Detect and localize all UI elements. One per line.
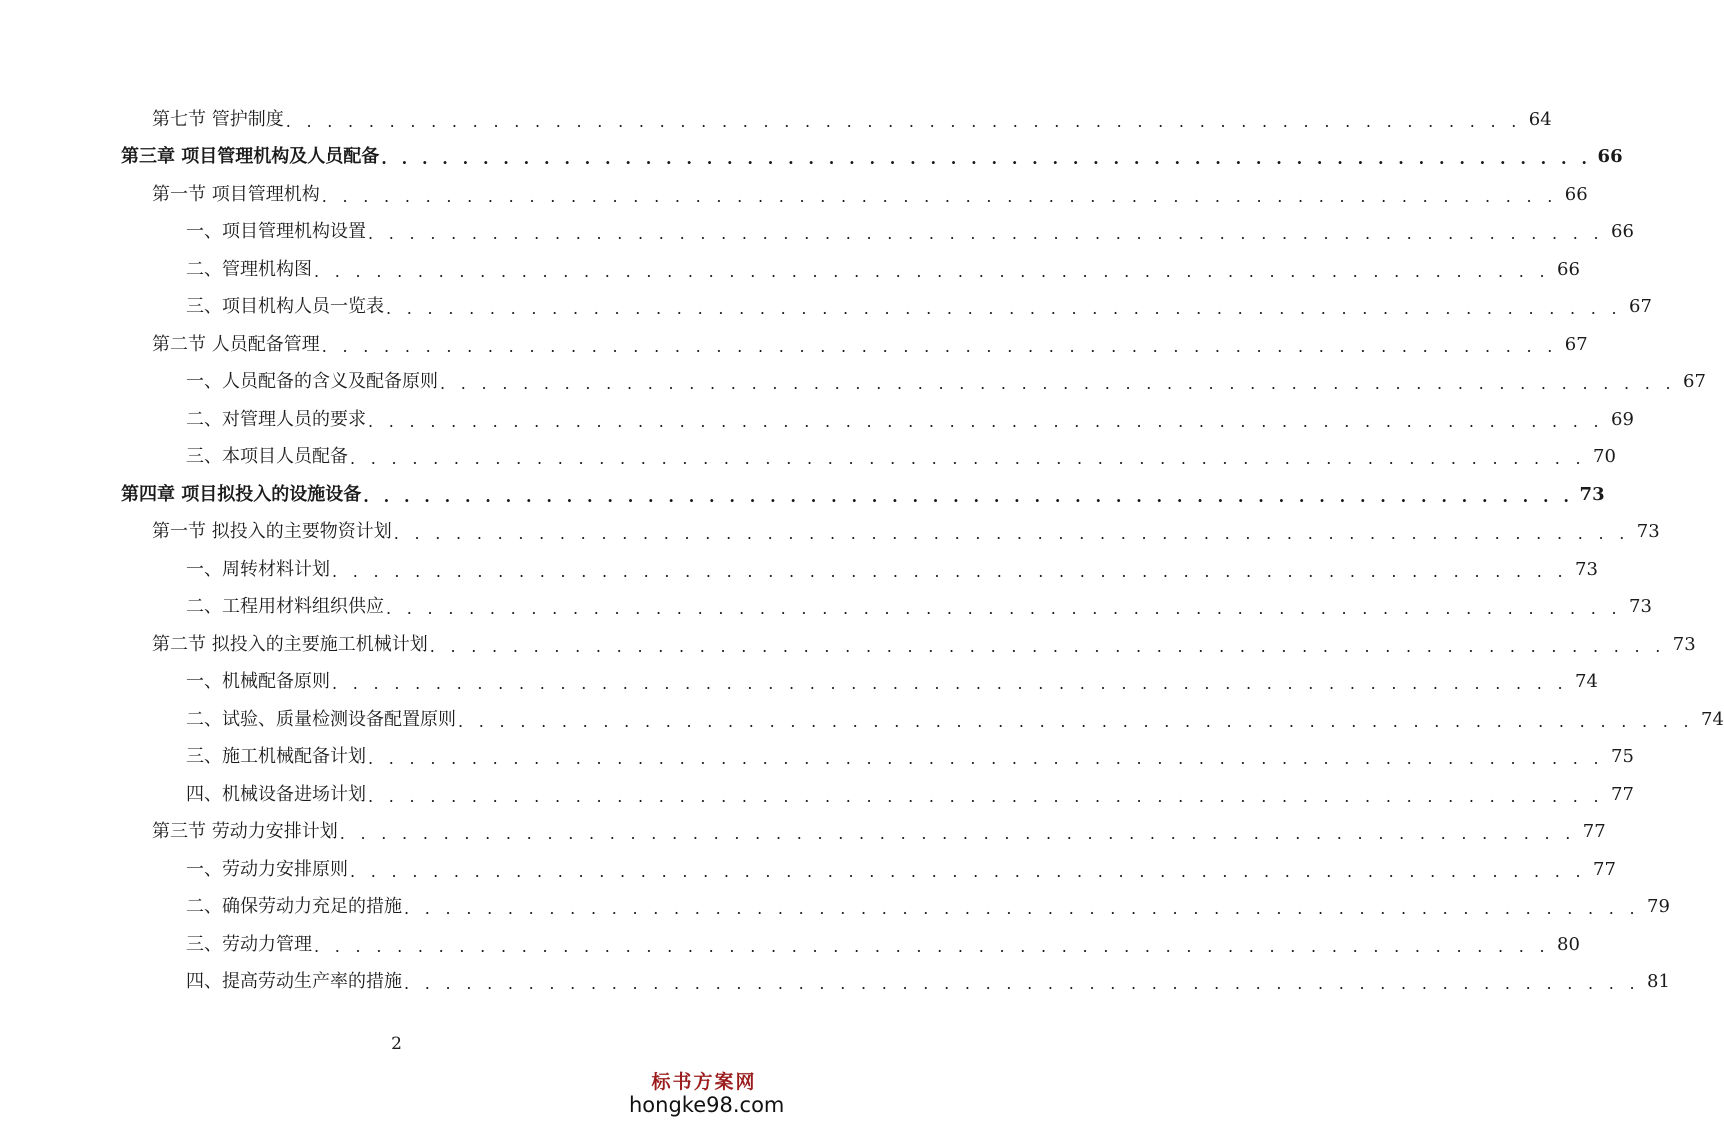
toc-entry-title: 二、管理机构图	[186, 258, 312, 280]
toc-entry-section[interactable]	[0, 626, 1696, 664]
toc-entry-item[interactable]	[0, 701, 1724, 739]
toc-entry-title: 三、劳动力管理	[186, 933, 312, 955]
toc-entry-section[interactable]	[0, 514, 1660, 552]
toc-entry-page-number: 73	[1629, 596, 1652, 618]
toc-entry-item[interactable]	[0, 401, 1634, 439]
toc-entry-title: 二、确保劳动力充足的措施	[186, 896, 402, 918]
toc-entry-page-number: 75	[1611, 746, 1634, 768]
dot-leader: . . . . . . . . . . . . . . . . . . . . . . . . . . . . . . . . . . . . . . . . . . . . . . . . . . . . . . . . . . . .	[339, 824, 1576, 844]
toc-entry-page-number: 80	[1557, 933, 1580, 955]
toc-entry-item[interactable]	[0, 589, 1652, 627]
dot-leader: . . . . . . . . . . . . . . . . . . . . . . . . . . . . . . . . . . . . . . . . . . . . . . . . . . . . . . . . . . . .	[363, 486, 1574, 506]
toc-entry-page-number: 73	[1672, 633, 1696, 655]
toc-entry-item[interactable]	[0, 214, 1634, 252]
toc-entry-title: 第二节 人员配备管理	[152, 333, 320, 355]
toc-entry-item[interactable]	[0, 251, 1580, 289]
watermark-logo	[629, 1067, 785, 1117]
toc-entry-title: 一、周转材料计划	[186, 558, 330, 580]
toc-entry-title: 一、劳动力安排原则	[186, 858, 348, 880]
watermark-site-url: hongke98.com	[629, 1093, 785, 1117]
toc-entry-item[interactable]	[0, 889, 1670, 927]
toc-entry-item[interactable]	[0, 289, 1652, 327]
toc-entry-item[interactable]	[0, 776, 1634, 814]
toc-entry-title: 二、试验、质量检测设备配置原则	[186, 708, 456, 730]
page-number: 2	[391, 1034, 402, 1054]
dot-leader: . . . . . . . . . . . . . . . . . . . . . . . . . . . . . . . . . . . . . . . . . . . . . . . . . . . . . . . . . . . .	[285, 111, 1522, 131]
toc-entry-page-number: 64	[1528, 108, 1552, 130]
toc-entry-section[interactable]	[0, 326, 1588, 364]
dot-leader: . . . . . . . . . . . . . . . . . . . . . . . . . . . . . . . . . . . . . . . . . . . . . . . . . . . . . . . . . . . .	[381, 149, 1592, 169]
toc-entry-page-number: 70	[1593, 446, 1616, 468]
toc-entry-title: 四、机械设备进场计划	[186, 783, 366, 805]
toc-entry-title: 第一节 项目管理机构	[152, 183, 320, 205]
dot-leader: . . . . . . . . . . . . . . . . . . . . . . . . . . . . . . . . . . . . . . . . . . . . . . . . . . . . . . . . . . . .	[368, 224, 1604, 244]
toc-entry-title: 第二节 拟投入的主要施工机械计划	[152, 633, 428, 655]
toc-entry-page-number: 73	[1636, 521, 1660, 543]
toc-entry-page-number: 81	[1647, 971, 1670, 993]
toc-entry-title: 四、提高劳动生产率的措施	[186, 971, 402, 993]
toc-entry-page-number: 69	[1611, 408, 1634, 430]
toc-entry-chapter[interactable]	[0, 139, 1623, 177]
toc-entry-page-number: 67	[1629, 296, 1652, 318]
dot-leader: . . . . . . . . . . . . . . . . . . . . . . . . . . . . . . . . . . . . . . . . . . . . . . . . . . . . . . . . . . . .	[404, 974, 1640, 994]
toc-entry-item[interactable]	[0, 739, 1634, 777]
dot-leader: . . . . . . . . . . . . . . . . . . . . . . . . . . . . . . . . . . . . . . . . . . . . . . . . . . . . . . . . . . . .	[350, 861, 1586, 881]
dot-leader: . . . . . . . . . . . . . . . . . . . . . . . . . . . . . . . . . . . . . . . . . . . . . . . . . . . . . . . . . . . .	[386, 599, 1622, 619]
toc-entry-title: 三、施工机械配备计划	[186, 746, 366, 768]
toc-entry-page-number: 73	[1579, 483, 1605, 505]
toc-entry-page-number: 73	[1575, 558, 1598, 580]
toc-entry-page-number: 67	[1564, 333, 1588, 355]
toc-entry-title: 第三章 项目管理机构及人员配备	[121, 146, 380, 168]
toc-entry-page-number: 74	[1701, 708, 1724, 730]
toc-entry-page-number: 66	[1597, 146, 1623, 168]
dot-leader: . . . . . . . . . . . . . . . . . . . . . . . . . . . . . . . . . . . . . . . . . . . . . . . . . . . . . . . . . . . .	[404, 899, 1640, 919]
dot-leader: . . . . . . . . . . . . . . . . . . . . . . . . . . . . . . . . . . . . . . . . . . . . . . . . . . . . . . . . . . . .	[440, 374, 1676, 394]
dot-leader: . . . . . . . . . . . . . . . . . . . . . . . . . . . . . . . . . . . . . . . . . . . . . . . . . . . . . . . . . . . .	[393, 524, 1630, 544]
toc-entry-page-number: 66	[1611, 221, 1634, 243]
toc-entry-page-number: 74	[1575, 671, 1598, 693]
toc-entry-title: 二、对管理人员的要求	[186, 408, 366, 430]
toc-entry-title: 三、本项目人员配备	[186, 446, 348, 468]
dot-leader: . . . . . . . . . . . . . . . . . . . . . . . . . . . . . . . . . . . . . . . . . . . . . . . . . . . . . . . . . . . .	[350, 449, 1586, 469]
dot-leader: . . . . . . . . . . . . . . . . . . . . . . . . . . . . . . . . . . . . . . . . . . . . . . . . . . . . . . . . . . . .	[321, 186, 1558, 206]
toc-entry-page-number: 77	[1611, 783, 1634, 805]
toc-entry-item[interactable]	[0, 439, 1616, 477]
toc-entry-page-number: 79	[1647, 896, 1670, 918]
toc-entry-page-number: 77	[1582, 821, 1606, 843]
toc-entry-item[interactable]	[0, 851, 1616, 889]
toc-entry-title: 第三节 劳动力安排计划	[152, 821, 338, 843]
toc-entry-title: 一、人员配备的含义及配备原则	[186, 371, 438, 393]
toc-entry-title: 一、机械配备原则	[186, 671, 330, 693]
dot-leader: . . . . . . . . . . . . . . . . . . . . . . . . . . . . . . . . . . . . . . . . . . . . . . . . . . . . . . . . . . . .	[368, 749, 1604, 769]
dot-leader: . . . . . . . . . . . . . . . . . . . . . . . . . . . . . . . . . . . . . . . . . . . . . . . . . . . . . . . . . . . .	[386, 299, 1622, 319]
dot-leader: . . . . . . . . . . . . . . . . . . . . . . . . . . . . . . . . . . . . . . . . . . . . . . . . . . . . . . . . . . . .	[314, 261, 1550, 281]
watermark-site-name: 标书方案网	[651, 1071, 757, 1093]
toc-entry-section[interactable]	[0, 176, 1588, 214]
toc-entry-chapter[interactable]	[0, 476, 1605, 514]
dot-leader: . . . . . . . . . . . . . . . . . . . . . . . . . . . . . . . . . . . . . . . . . . . . . . . . . . . . . . . . . . . .	[332, 674, 1568, 694]
toc-entry-title: 三、项目机构人员一览表	[186, 296, 384, 318]
dot-leader: . . . . . . . . . . . . . . . . . . . . . . . . . . . . . . . . . . . . . . . . . . . . . . . . . . . . . . . . . . . .	[429, 636, 1666, 656]
toc-entry-page-number: 77	[1593, 858, 1616, 880]
dot-leader: . . . . . . . . . . . . . . . . . . . . . . . . . . . . . . . . . . . . . . . . . . . . . . . . . . . . . . . . . . . .	[368, 411, 1604, 431]
toc-entry-section[interactable]	[0, 101, 1552, 139]
toc-entry-title: 二、工程用材料组织供应	[186, 596, 384, 618]
dot-leader: . . . . . . . . . . . . . . . . . . . . . . . . . . . . . . . . . . . . . . . . . . . . . . . . . . . . . . . . . . . .	[368, 786, 1604, 806]
toc-entry-title: 第四章 项目拟投入的设施设备	[121, 483, 362, 505]
toc-entry-page-number: 66	[1557, 258, 1580, 280]
toc-entry-item[interactable]	[0, 664, 1598, 702]
toc-entry-item[interactable]	[0, 926, 1580, 964]
toc-entry-item[interactable]	[0, 364, 1706, 402]
toc-entry-item[interactable]	[0, 964, 1670, 1002]
toc-entry-title: 第一节 拟投入的主要物资计划	[152, 521, 392, 543]
table-of-contents	[0, 101, 1724, 1001]
dot-leader: . . . . . . . . . . . . . . . . . . . . . . . . . . . . . . . . . . . . . . . . . . . . . . . . . . . . . . . . . . . .	[458, 711, 1694, 731]
toc-entry-title: 一、项目管理机构设置	[186, 221, 366, 243]
toc-entry-title: 第七节 管护制度	[152, 108, 284, 130]
dot-leader: . . . . . . . . . . . . . . . . . . . . . . . . . . . . . . . . . . . . . . . . . . . . . . . . . . . . . . . . . . . .	[314, 936, 1550, 956]
toc-entry-section[interactable]	[0, 814, 1606, 852]
toc-entry-page-number: 67	[1683, 371, 1706, 393]
dot-leader: . . . . . . . . . . . . . . . . . . . . . . . . . . . . . . . . . . . . . . . . . . . . . . . . . . . . . . . . . . . .	[332, 561, 1568, 581]
toc-entry-page-number: 66	[1564, 183, 1588, 205]
toc-entry-item[interactable]	[0, 551, 1598, 589]
dot-leader: . . . . . . . . . . . . . . . . . . . . . . . . . . . . . . . . . . . . . . . . . . . . . . . . . . . . . . . . . . . .	[321, 336, 1558, 356]
